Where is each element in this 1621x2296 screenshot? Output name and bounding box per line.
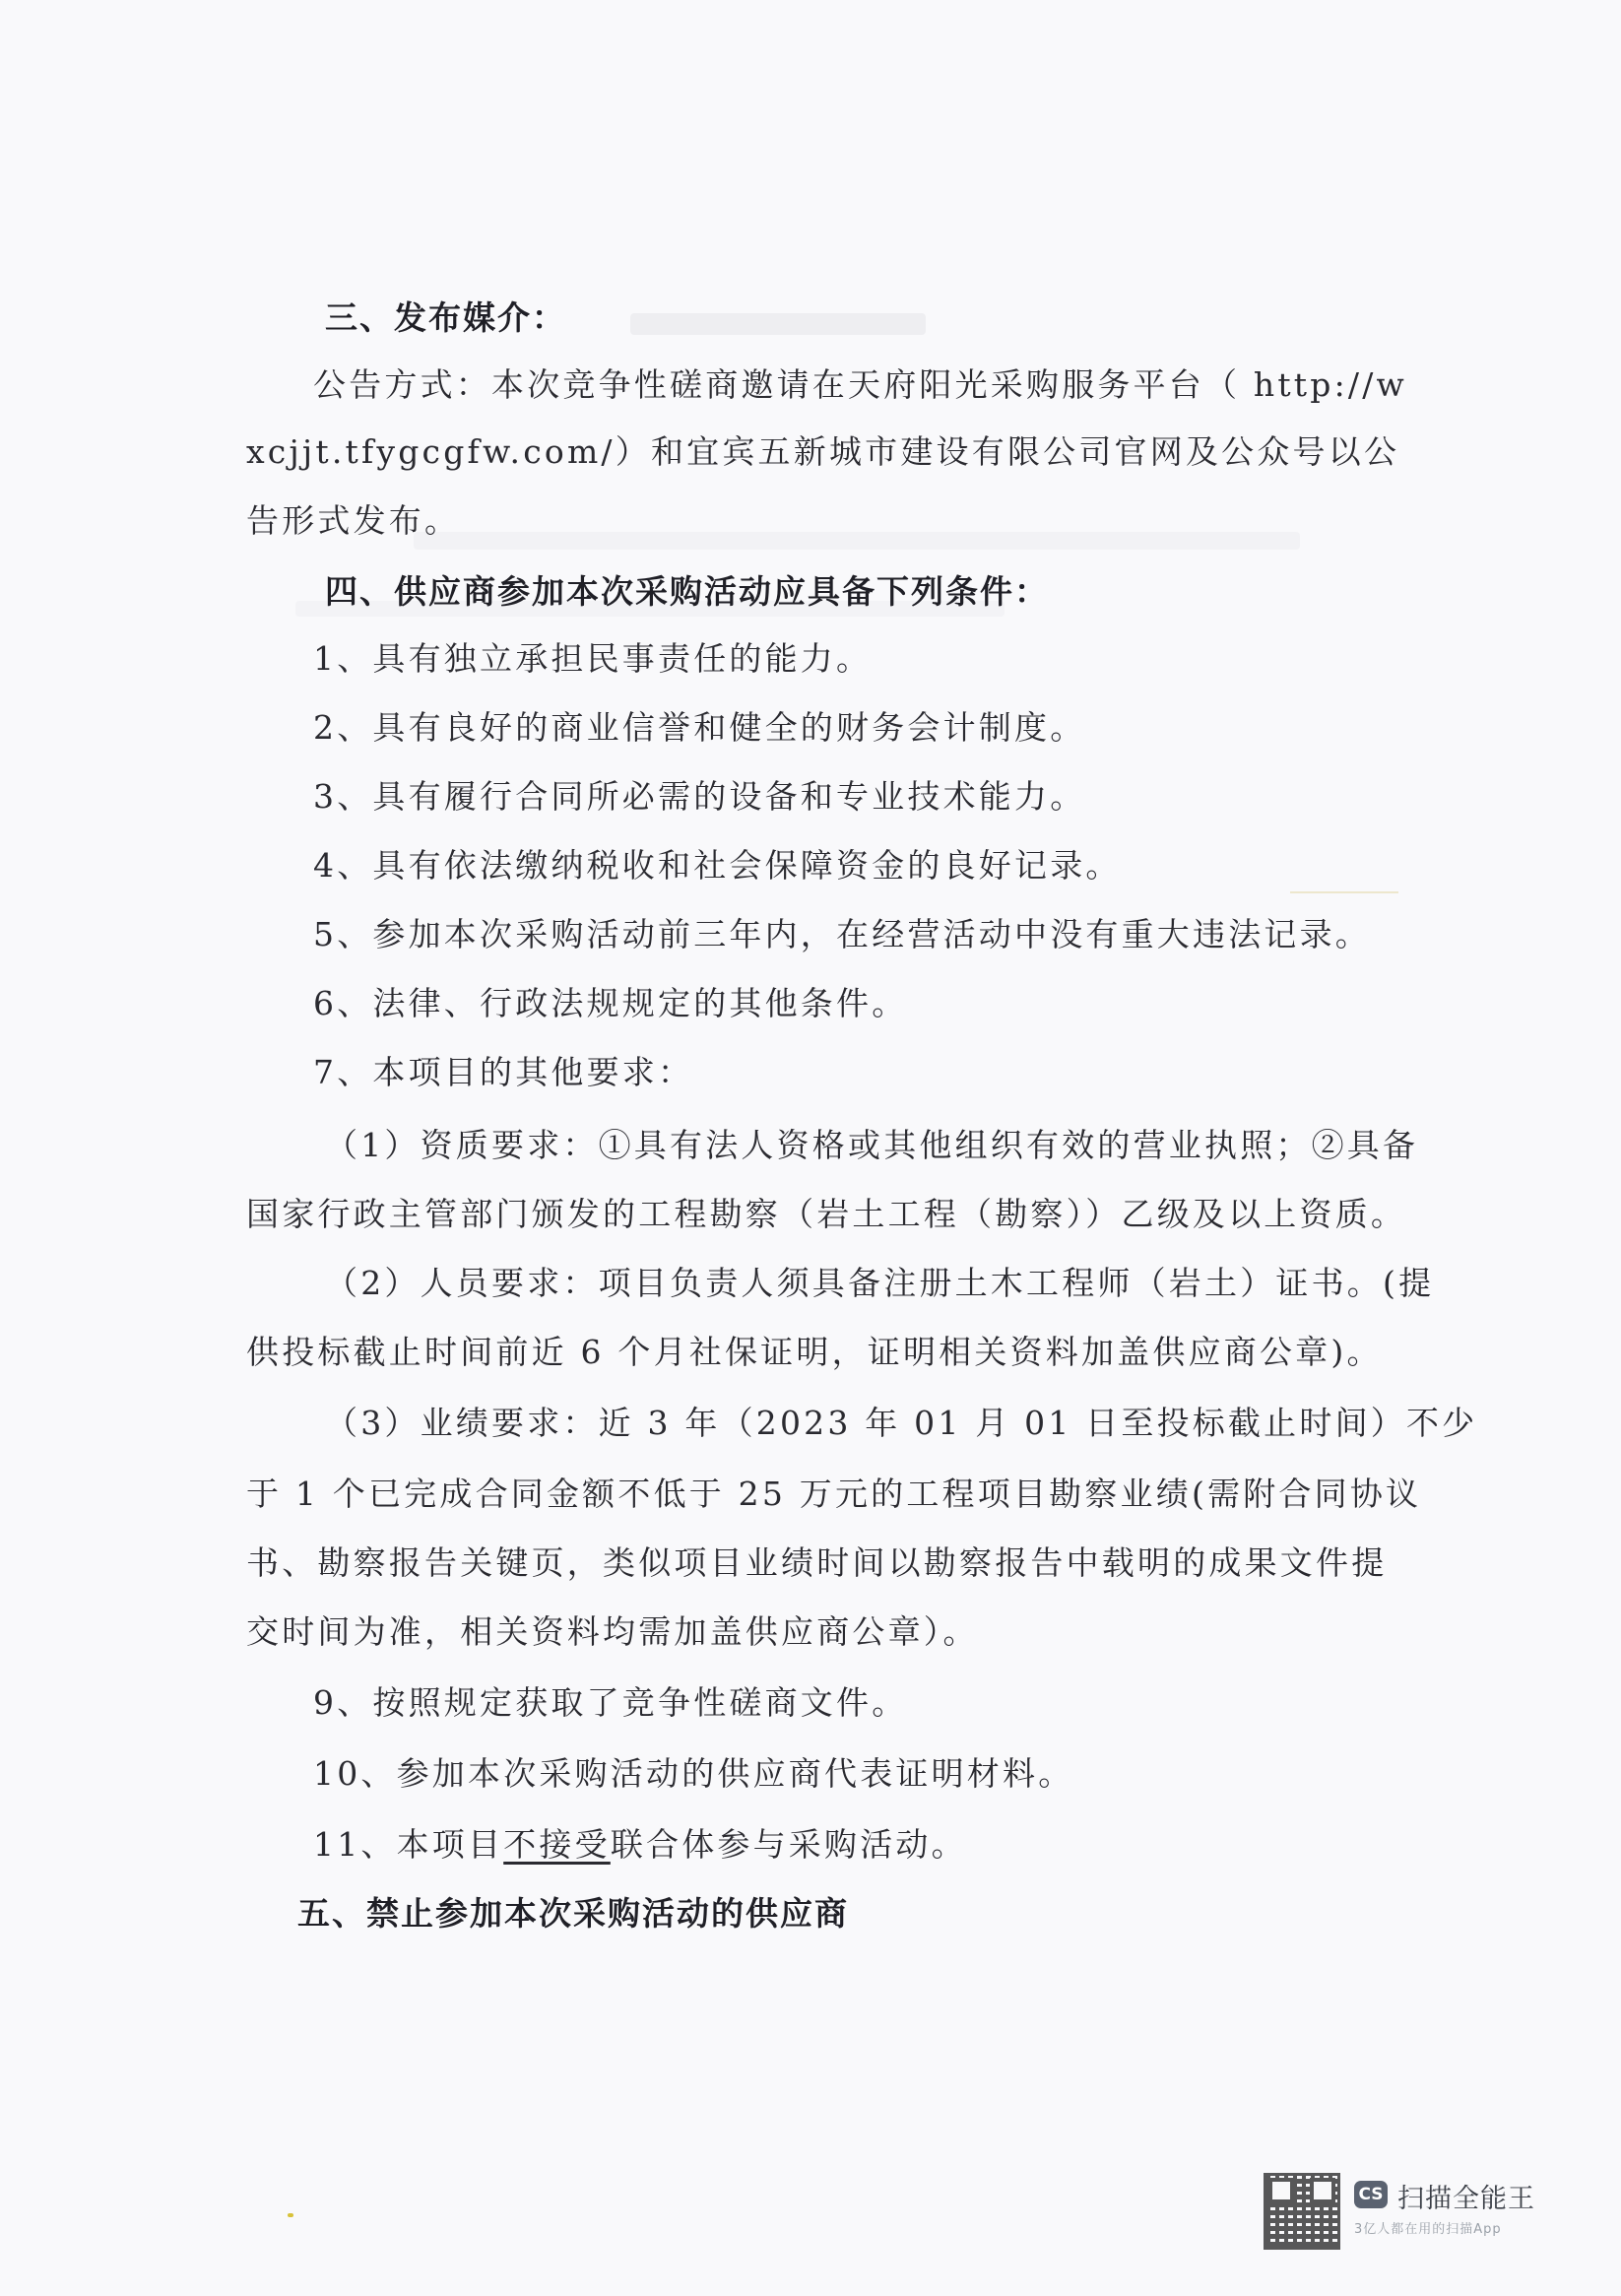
condition-item: 7、本项目的其他要求： — [313, 1053, 694, 1091]
condition-item-11-prefix: 11、本项目 — [313, 1825, 504, 1864]
scanner-watermark — [1264, 2167, 1559, 2275]
condition-item: 4、具有依法缴纳税收和社会保障资金的良好记录。 — [313, 846, 1122, 885]
condition-item-11-emphasis: 不接受 — [503, 1825, 611, 1864]
section-3-line: 公告方式：本次竞争性磋商邀请在天府阳光采购服务平台（ http://w — [313, 365, 1407, 404]
qr-code-icon — [1264, 2173, 1340, 2250]
scanner-app-name: 扫描全能王 — [1397, 2184, 1535, 2214]
requirement-personnel: （2）人员要求：项目负责人须具备注册土木工程师（岩土）证书。(提 — [325, 1264, 1435, 1302]
section-3-line: xcjjt.tfygcgfw.com/）和宜宾五新城市建设有限公司官网及公众号以公 — [246, 432, 1400, 471]
condition-item: 3、具有履行合同所必需的设备和专业技术能力。 — [313, 777, 1086, 816]
requirement-qualification: 国家行政主管部门颁发的工程勘察（岩土工程（勘察））乙级及以上资质。 — [246, 1195, 1407, 1233]
condition-item: 6、法律、行政法规规定的其他条件。 — [313, 984, 908, 1022]
requirement-qualification: （1）资质要求：①具有法人资格或其他组织有效的营业执照；②具备 — [325, 1126, 1419, 1164]
requirement-performance: 交时间为准，相关资料均需加盖供应商公章）。 — [246, 1612, 979, 1651]
camscanner-logo: CS — [1354, 2181, 1388, 2208]
condition-item: 9、按照规定获取了竞争性磋商文件。 — [313, 1683, 908, 1722]
scan-speck — [288, 2213, 293, 2217]
section-3-heading: 三、发布媒介： — [325, 298, 566, 337]
scanner-tagline: 3亿人都在用的扫描App — [1354, 2222, 1502, 2237]
requirement-performance: 书、勘察报告关键页，类似项目业绩时间以勘察报告中载明的成果文件提 — [246, 1543, 1388, 1582]
condition-item: 5、参加本次采购活动前三年内，在经营活动中没有重大违法记录。 — [313, 915, 1371, 953]
condition-item-11 — [313, 1822, 1446, 1868]
condition-item: 1、具有独立承担民事责任的能力。 — [313, 639, 873, 678]
bleed-through-mark — [1290, 891, 1398, 893]
requirement-performance: 于 1 个已完成合同金额不低于 25 万元的工程项目勘察业绩(需附合同协议 — [246, 1475, 1422, 1513]
section-4-heading: 四、供应商参加本次采购活动应具备下列条件： — [325, 572, 1049, 611]
condition-item-11-suffix: 联合体参与采购活动。 — [610, 1825, 967, 1864]
requirement-performance: （3）业绩要求：近 3 年（2023 年 01 月 01 日至投标截止时间）不少 — [325, 1404, 1478, 1442]
section-3-line: 告形式发布。 — [246, 501, 461, 540]
section-5-heading: 五、禁止参加本次采购活动的供应商 — [297, 1894, 849, 1933]
condition-item: 2、具有良好的商业信誉和健全的财务会计制度。 — [313, 708, 1086, 747]
condition-item: 10、参加本次采购活动的供应商代表证明材料。 — [313, 1754, 1074, 1793]
requirement-personnel: 供投标截止时间前近 6 个月社保证明，证明相关资料加盖供应商公章)。 — [246, 1333, 1383, 1371]
